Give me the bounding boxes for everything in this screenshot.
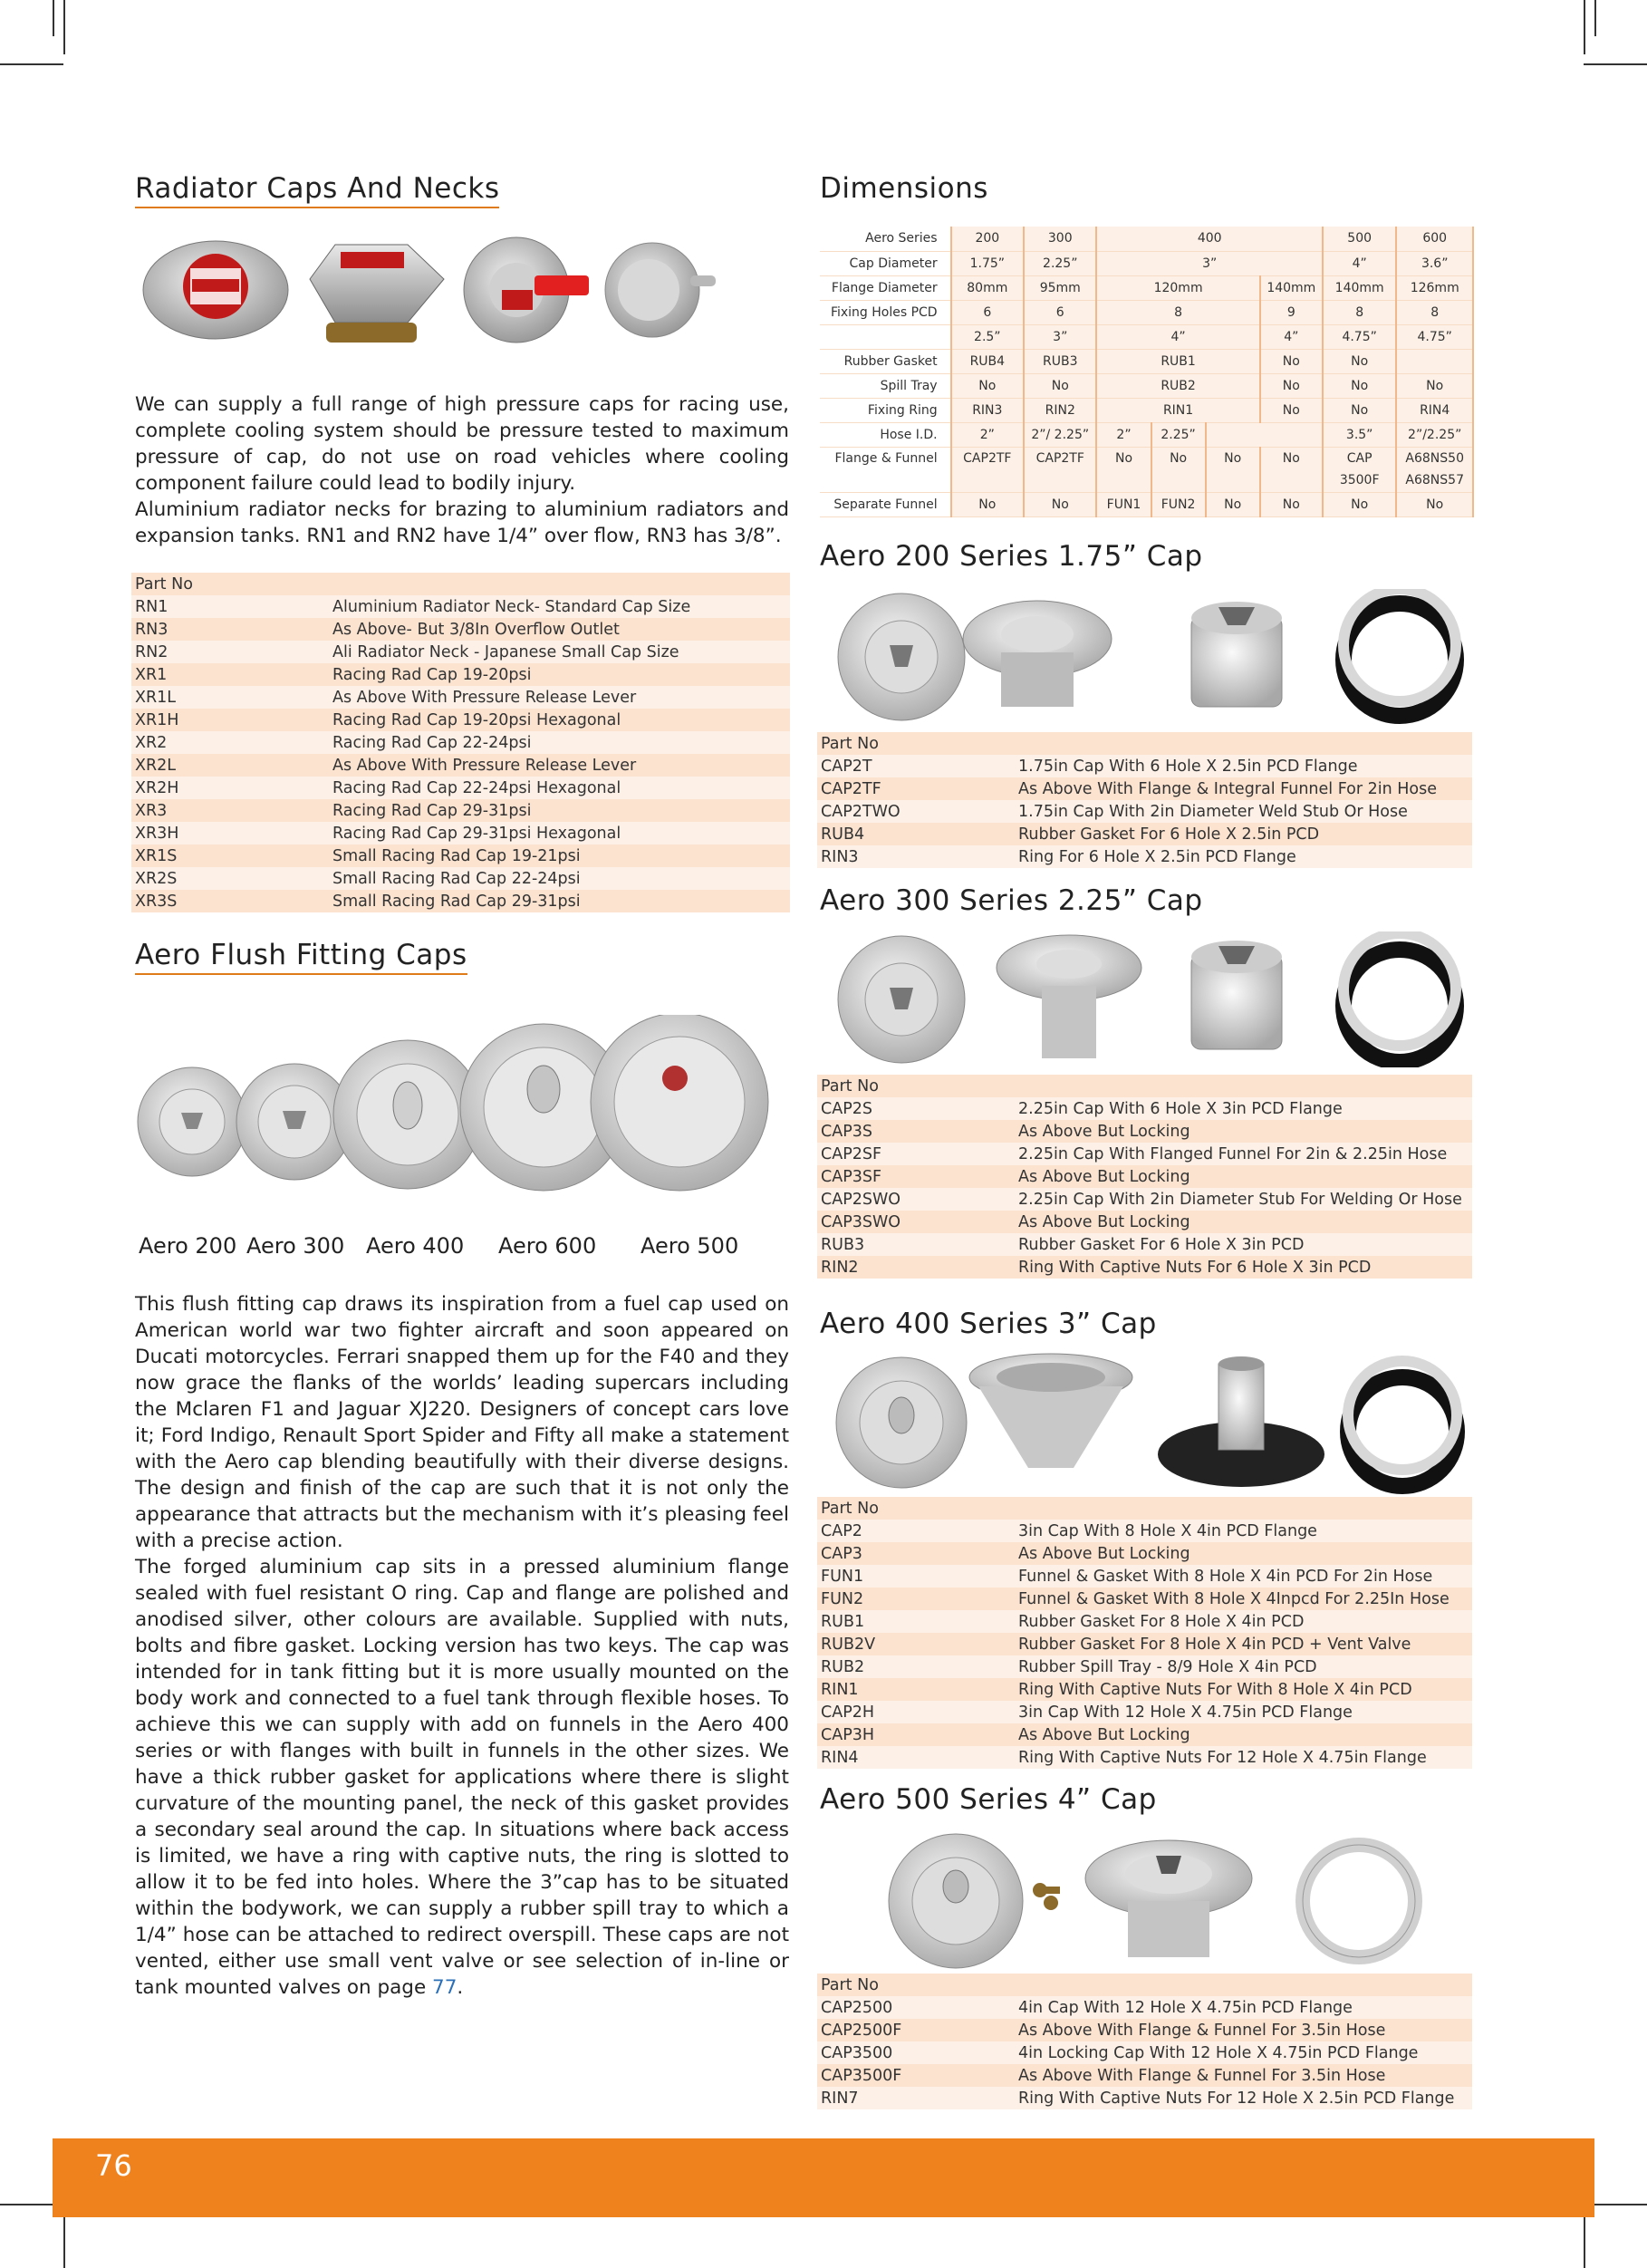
radiator-cap-hex — [310, 245, 444, 343]
part-description: 4in Locking Cap With 12 Hole X 4.75in PCD Flange — [1015, 2041, 1472, 2064]
aero-500-cap — [591, 1015, 768, 1191]
aero-200-funnel-cap — [963, 601, 1112, 707]
aero-200-cap — [138, 1067, 246, 1176]
table-row — [131, 663, 790, 686]
part-number: CAP2TF — [817, 777, 1015, 800]
part-description: Funnel & Gasket With 8 Hole X 4in PCD For 2in Hose — [1015, 1565, 1472, 1588]
part-no-header: Part No — [817, 1075, 1015, 1097]
part-number: RUB4 — [817, 823, 1015, 845]
part-description: As Above With Pressure Release Lever — [329, 686, 790, 709]
part-description: Aluminium Radiator Neck- Standard Cap Size — [329, 595, 790, 618]
part-description: 1.75in Cap With 2in Diameter Weld Stub Or Hose — [1015, 800, 1472, 823]
aero-300-weld-stub — [1191, 941, 1282, 1049]
part-number: XR2L — [131, 754, 329, 777]
crop-mark — [1584, 0, 1585, 54]
part-description: 1.75in Cap With 6 Hole X 2.5in PCD Flange — [1015, 755, 1472, 777]
radiator-caps-image — [136, 234, 716, 352]
part-number: RUB2 — [817, 1655, 1015, 1678]
description-header — [1015, 1075, 1472, 1097]
aero-300-funnel-cap — [997, 935, 1141, 1058]
part-description: Small Racing Rad Cap 29-31psi — [329, 890, 790, 912]
aero-500-funnel-cap — [1085, 1840, 1252, 1957]
dim-cell-cap-3500f: CAP 3500F — [1323, 447, 1396, 492]
table-row — [817, 1211, 1472, 1233]
dimensions-title: Dimensions — [820, 172, 988, 205]
part-description: As Above But Locking — [1015, 1120, 1472, 1143]
key-icon — [1033, 1883, 1060, 1910]
part-number: XR1L — [131, 686, 329, 709]
part-number: CAP2500 — [817, 1996, 1015, 2019]
table-row — [817, 1633, 1472, 1655]
part-description: Ring With Captive Nuts For 12 Hole X 4.75in Flange — [1015, 1746, 1472, 1769]
table-header-row — [817, 1075, 1472, 1097]
table-row — [817, 1097, 1472, 1120]
table-row — [131, 595, 790, 618]
part-number: CAP3500 — [817, 2041, 1015, 2064]
table-row — [817, 1996, 1472, 2019]
aero-200-products-image — [833, 589, 1468, 725]
crop-mark — [1584, 2215, 1585, 2268]
part-number: XR3 — [131, 799, 329, 822]
part-description: As Above But Locking — [1015, 1165, 1472, 1188]
aero-500-flange-cap — [889, 1834, 1023, 1968]
table-header-row — [817, 732, 1472, 755]
dim-row-fixing-ring: Fixing Ring RIN3 RIN2 RIN1 No No RIN4 — [820, 398, 1473, 422]
table-header-row — [131, 573, 790, 595]
part-number: XR2S — [131, 867, 329, 890]
flush-description — [135, 1291, 789, 2001]
aero-200-weld-stub — [1191, 602, 1282, 707]
part-number: RIN7 — [817, 2087, 1015, 2109]
table-row — [131, 641, 790, 663]
table-row — [817, 1565, 1472, 1588]
part-description: Rubber Gasket For 6 Hole X 3in PCD — [1015, 1233, 1472, 1256]
part-number: RN1 — [131, 595, 329, 618]
table-row — [817, 1723, 1472, 1746]
part-description: Racing Rad Cap 29-31psi Hexagonal — [329, 822, 790, 844]
dim-row-hose-id: Hose I.D. 2” 2”/ 2.25” 2” 2.25” 3.5” 2”/2.25” — [820, 422, 1473, 447]
part-number: CAP3H — [817, 1723, 1015, 1746]
table-row — [817, 1188, 1472, 1211]
part-number: XR1H — [131, 709, 329, 731]
part-description: 2.25in Cap With 2in Diameter Stub For Welding Or Hose — [1015, 1188, 1472, 1211]
dim-row-spill-tray: Spill Tray No No RUB2 No No No — [820, 373, 1473, 398]
part-description: Ring With Captive Nuts For 12 Hole X 2.5in PCD Flange — [1015, 2087, 1472, 2109]
table-row — [131, 618, 790, 641]
table-row — [817, 845, 1472, 868]
table-row — [131, 867, 790, 890]
table-row — [131, 890, 790, 912]
aero-200-title: Aero 200 Series 1.75” Cap — [820, 540, 1203, 573]
radiator-neck — [605, 243, 716, 337]
part-description: As Above- But 3/8In Overflow Outlet — [329, 618, 790, 641]
part-description: Ali Radiator Neck - Japanese Small Cap Size — [329, 641, 790, 663]
description-header — [329, 573, 790, 595]
part-description: Racing Rad Cap 22-24psi Hexagonal — [329, 777, 790, 799]
dim-row-aero-series: Aero Series 200 300 400 500 600 — [820, 227, 1473, 251]
part-number: RIN2 — [817, 1256, 1015, 1279]
aero-400-flange-cap — [836, 1357, 967, 1488]
table-row — [131, 686, 790, 709]
part-number: XR3S — [131, 890, 329, 912]
aero-300-title: Aero 300 Series 2.25” Cap — [820, 884, 1203, 917]
aero-200-parts-table — [817, 732, 1472, 868]
radiator-title: Radiator Caps And Necks — [135, 172, 499, 208]
table-row — [817, 1678, 1472, 1701]
description-header — [1015, 1497, 1472, 1520]
table-row — [817, 2019, 1472, 2041]
part-number: CAP2SF — [817, 1143, 1015, 1165]
part-description: As Above But Locking — [1015, 1542, 1472, 1565]
part-number: RN2 — [131, 641, 329, 663]
dimensions-table — [820, 227, 1474, 517]
table-row — [131, 777, 790, 799]
part-number: CAP3 — [817, 1542, 1015, 1565]
part-description: Racing Rad Cap 19-20psi Hexagonal — [329, 709, 790, 731]
part-number: XR3H — [131, 822, 329, 844]
part-number: CAP3SF — [817, 1165, 1015, 1188]
part-description: As Above With Pressure Release Lever — [329, 754, 790, 777]
part-number: FUN1 — [817, 1565, 1015, 1588]
table-row — [817, 2087, 1472, 2109]
crop-mark — [63, 2215, 65, 2268]
table-row — [817, 1610, 1472, 1633]
table-row — [817, 823, 1472, 845]
radiator-cap-lever — [464, 237, 589, 343]
part-number: XR2H — [131, 777, 329, 799]
part-number: RN3 — [131, 618, 329, 641]
flush-title: Aero Flush Fitting Caps — [135, 939, 467, 975]
part-number: CAP2 — [817, 1520, 1015, 1542]
aero-caps-image — [136, 1015, 770, 1232]
part-no-header: Part No — [817, 1974, 1015, 1996]
radiator-paragraph-2: Aluminium radiator necks for brazing to aluminium radiators and expansion tanks. RN1 and RN2 have 1/4” over flow, RN3 has 3/8”. — [135, 498, 789, 547]
table-row — [817, 1542, 1472, 1565]
table-row — [817, 2041, 1472, 2064]
flush-paragraph-2 — [135, 1554, 789, 2001]
crop-mark — [0, 63, 63, 65]
aero-400-parts-table — [817, 1497, 1472, 1769]
part-description: 3in Cap With 8 Hole X 4in PCD Flange — [1015, 1520, 1472, 1542]
part-description: 2.25in Cap With 6 Hole X 3in PCD Flange — [1015, 1097, 1472, 1120]
part-number: FUN2 — [817, 1588, 1015, 1610]
dim-row-fixing-holes: Fixing Holes PCD 6 6 8 9 8 8 — [820, 300, 1473, 324]
table-row — [131, 822, 790, 844]
page-77-link[interactable]: 77 — [432, 1976, 458, 1999]
radiator-cap-round — [143, 241, 288, 339]
part-description: Funnel & Gasket With 8 Hole X 4Inpcd For 2.25In Hose — [1015, 1588, 1472, 1610]
aero-200-flange-cap — [838, 594, 965, 720]
part-number: RIN1 — [817, 1678, 1015, 1701]
part-description: Rubber Gasket For 6 Hole X 2.5in PCD — [1015, 823, 1472, 845]
part-number: CAP3SWO — [817, 1211, 1015, 1233]
flush-paragraph-2-end: . — [457, 1976, 464, 1999]
table-row — [131, 754, 790, 777]
part-number: CAP2T — [817, 755, 1015, 777]
aero-400-label: Aero 400 — [366, 1233, 465, 1259]
aero-500-label: Aero 500 — [640, 1233, 739, 1259]
table-row — [131, 844, 790, 867]
part-description: 4in Cap With 12 Hole X 4.75in PCD Flange — [1015, 1996, 1472, 2019]
crop-mark — [1584, 63, 1647, 65]
aero-200-gasket-ring — [1344, 589, 1456, 716]
part-number: CAP2TWO — [817, 800, 1015, 823]
description-header — [1015, 732, 1472, 755]
aero-400-funnel — [969, 1354, 1132, 1468]
part-no-header: Part No — [817, 1497, 1015, 1520]
part-number: XR1 — [131, 663, 329, 686]
part-number: CAP2S — [817, 1097, 1015, 1120]
part-number: RUB3 — [817, 1233, 1015, 1256]
part-description: Ring With Captive Nuts For 6 Hole X 3in PCD — [1015, 1256, 1472, 1279]
part-description: As Above With Flange & Funnel For 3.5in Hose — [1015, 2019, 1472, 2041]
part-description: Rubber Gasket For 8 Hole X 4in PCD — [1015, 1610, 1472, 1633]
aero-400-title: Aero 400 Series 3” Cap — [820, 1308, 1157, 1340]
table-row — [817, 777, 1472, 800]
part-description: As Above But Locking — [1015, 1723, 1472, 1746]
table-row — [817, 1655, 1472, 1678]
table-row — [817, 1233, 1472, 1256]
part-description: 3in Cap With 12 Hole X 4.75in PCD Flange — [1015, 1701, 1472, 1723]
radiator-parts-table — [131, 573, 790, 912]
part-number: CAP2H — [817, 1701, 1015, 1723]
part-description: Racing Rad Cap 22-24psi — [329, 731, 790, 754]
part-no-header: Part No — [817, 732, 1015, 755]
table-header-row — [817, 1974, 1472, 1996]
radiator-description — [135, 391, 789, 549]
table-row — [817, 1143, 1472, 1165]
part-description: As Above With Flange & Funnel For 3.5in Hose — [1015, 2064, 1472, 2087]
page-number: 76 — [95, 2148, 132, 2183]
part-number: CAP2SWO — [817, 1188, 1015, 1211]
flush-paragraph-2-text: The forged aluminium cap sits in a pressed aluminium flange sealed with fuel resistant O ring. Cap and flange are polished and anodised silver, other colours are available. Supplied with nuts, bolts and fibre gasket. Locking version has two keys. The cap was intended for in tank fitting but it is more usually mounted on the body work and connected to a fuel tank through flexible hoses. To achieve this we can supply with add on funnels in the Aero 400 series or with flanges with built in funnels in the other sizes. We have a thick rubber gasket for applications where there is slight curvature of the mounting panel, the neck of this gasket provides a secondary seal around the cap. In situations where back access is limited, we have a ring with captive nuts, the ring is slotted to allow it to be fed into holes. Where the 3”cap has to be situated within the bodywork, we can supply a rubber spill tray to which a 1/4” hose can be attached to redirect overspill. These caps are not vented, either use small vent valve or see selection of in-line or tank mounted valves on page — [135, 1556, 789, 1999]
dim-row-pcd: 2.5” 3” 4” 4” 4.75” 4.75” — [820, 324, 1473, 349]
aero-300-products-image — [833, 931, 1468, 1067]
part-description: Small Racing Rad Cap 22-24psi — [329, 867, 790, 890]
crop-mark — [53, 0, 54, 36]
part-number: CAP3500F — [817, 2064, 1015, 2087]
aero-400-products-image — [833, 1350, 1468, 1495]
part-description: Ring For 6 Hole X 2.5in PCD Flange — [1015, 845, 1472, 868]
dim-row-flange-funnel: Flange & Funnel CAP2TF CAP2TF No No No No CAP 3500F A68NS50 A68NS57 — [820, 447, 1473, 492]
part-description: 2.25in Cap With Flanged Funnel For 2in & 2.25in Hose — [1015, 1143, 1472, 1165]
aero-500-products-image — [888, 1829, 1431, 1974]
aero-600-label: Aero 600 — [498, 1233, 597, 1259]
table-row — [817, 800, 1472, 823]
part-number: CAP3S — [817, 1120, 1015, 1143]
aero-500-parts-table — [817, 1974, 1472, 2109]
part-no-header: Part No — [131, 573, 329, 595]
table-row — [817, 1165, 1472, 1188]
table-row — [817, 1256, 1472, 1279]
part-description: Rubber Gasket For 8 Hole X 4in PCD + Vent Valve — [1015, 1633, 1472, 1655]
table-row — [817, 1701, 1472, 1723]
aero-400-gasket-ring — [1348, 1361, 1457, 1486]
dim-row-cap-diameter: Cap Diameter 1.75” 2.25” 3” 4” 3.6” — [820, 251, 1473, 275]
part-number: CAP2500F — [817, 2019, 1015, 2041]
description-header — [1015, 1974, 1472, 1996]
crop-mark — [63, 0, 65, 54]
part-number: RIN4 — [817, 1746, 1015, 1769]
table-row — [817, 1520, 1472, 1542]
table-row — [817, 2064, 1472, 2087]
aero-500-ring — [1303, 1845, 1415, 1957]
aero-300-parts-table — [817, 1075, 1472, 1279]
table-header-row — [817, 1497, 1472, 1520]
aero-400-cap — [333, 1040, 482, 1189]
radiator-paragraph-1: We can supply a full range of high pressure caps for racing use, complete cooling system should be pressure tested to maximum pressure of cap, do not use on road vehicles where cooling component failure could lead to bodily injury. — [135, 393, 789, 495]
aero-200-label: Aero 200 — [139, 1233, 237, 1259]
part-number: RIN3 — [817, 845, 1015, 868]
part-number: XR2 — [131, 731, 329, 754]
dim-row-rubber-gasket: Rubber Gasket RUB4 RUB3 RUB1 No No — [820, 349, 1473, 373]
part-number: XR1S — [131, 844, 329, 867]
table-row — [131, 709, 790, 731]
dim-row-separate-funnel: Separate Funnel No No FUN1 FUN2 No No No No — [820, 492, 1473, 516]
table-row — [817, 755, 1472, 777]
table-row — [817, 1120, 1472, 1143]
dim-cell-a68ns: A68NS50 A68NS57 — [1396, 447, 1473, 492]
aero-400-spill-tray — [1158, 1356, 1324, 1487]
part-description: As Above But Locking — [1015, 1211, 1472, 1233]
part-description: Ring With Captive Nuts For With 8 Hole X 4in PCD — [1015, 1678, 1472, 1701]
part-description: Racing Rad Cap 29-31psi — [329, 799, 790, 822]
table-row — [131, 799, 790, 822]
table-row — [817, 1746, 1472, 1769]
aero-300-flange-cap — [838, 936, 965, 1063]
table-row — [131, 731, 790, 754]
table-row — [817, 1588, 1472, 1610]
flush-paragraph-1: This flush fitting cap draws its inspiration from a fuel cap used on American world war two fighter aircraft and soon appeared on Ducati motorcycles. Ferrari snapped them up for the F40 and they now grace the flanks of the worlds’ leading supercars including the Mclaren F1 and Jaguar XJ220. Designers of concept cars love it; Ford Indigo, Renault Sport Spider and Fifty all make a statement with the Aero cap blending beautifully with their diverse designs. The design and finish of the cap are such that it is not only the appearance that attracts but the mechanism with it’s pleasing feel with a precise action. — [135, 1293, 789, 1552]
part-description: Racing Rad Cap 19-20psi — [329, 663, 790, 686]
part-description: Rubber Spill Tray - 8/9 Hole X 4in PCD — [1015, 1655, 1472, 1678]
part-description: As Above With Flange & Integral Funnel For 2in Hose — [1015, 777, 1472, 800]
part-number: RUB2V — [817, 1633, 1015, 1655]
part-number: RUB1 — [817, 1610, 1015, 1633]
aero-500-title: Aero 500 Series 4” Cap — [820, 1783, 1157, 1816]
part-description: Small Racing Rad Cap 19-21psi — [329, 844, 790, 867]
aero-300-gasket-ring — [1344, 933, 1456, 1062]
crop-mark — [1594, 0, 1596, 36]
dim-row-flange-diameter: Flange Diameter 80mm 95mm 120mm 140mm 140mm 126mm — [820, 275, 1473, 300]
footer-bar — [53, 2138, 1594, 2217]
aero-300-label: Aero 300 — [246, 1233, 345, 1259]
